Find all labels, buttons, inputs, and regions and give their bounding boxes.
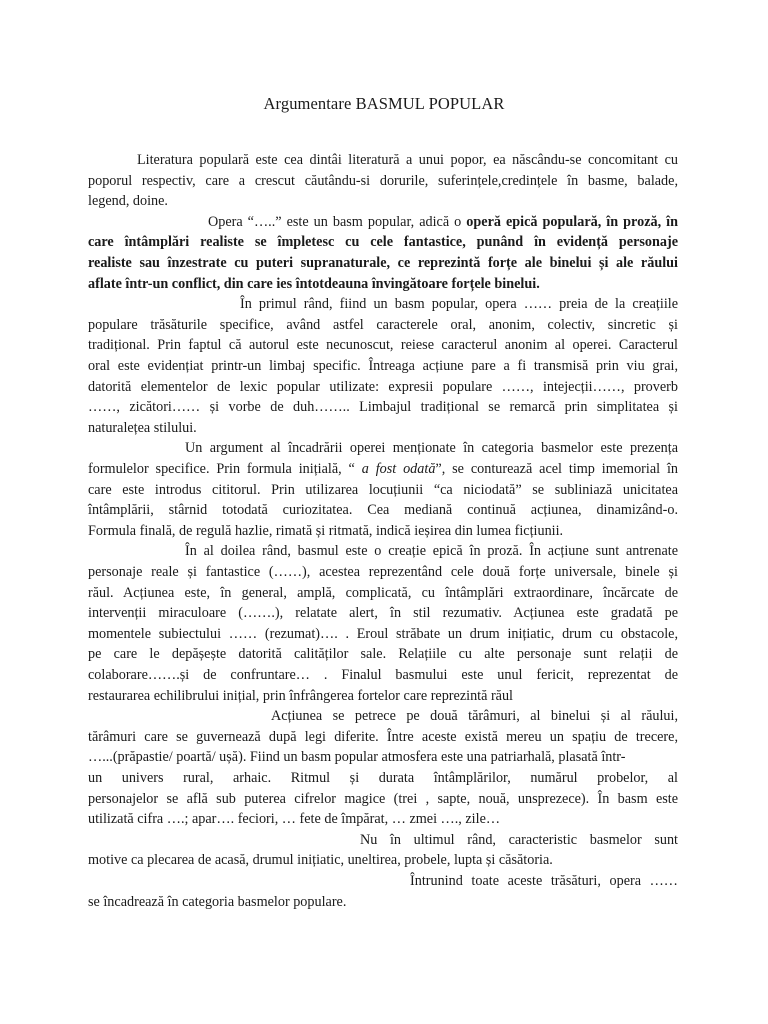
- text-line: [88, 171, 678, 192]
- text-line: [88, 253, 678, 274]
- text-segment: pe care le depășește datorită calităților sale. Relațiile cu alte personaje sunt relații de: [88, 646, 678, 663]
- text-segment: Nu în ultimul rând, caracteristic basmelor sunt: [360, 831, 678, 848]
- text-segment: utilizată cifra ….; apar…. feciori, … fete de împărat, … zmei …., zile…: [88, 811, 501, 828]
- bold-text: care întâmplări realiste se împletesc cu cele fantastice, punând în evidență personaje: [88, 234, 678, 251]
- text-segment: întâmplării, stârnid totodată curiozitatea. Cea mediană continuă acțiunea, dinamizând-o.: [88, 502, 678, 519]
- text-line: [410, 871, 678, 892]
- text-line: [88, 665, 678, 686]
- text-line: [88, 521, 678, 542]
- text-segment: Acțiunea se petrece pe două tărâmuri, al binelui și al răului,: [271, 708, 678, 725]
- bold-text: realiste sau înzestrate cu puteri supranaturale, ce reprezintă forțe ale binelui și ale răului: [88, 255, 678, 271]
- text-line: [88, 686, 678, 707]
- text-line: [88, 459, 678, 480]
- text-segment: legend, doine.: [88, 193, 168, 210]
- text-line: [240, 294, 678, 315]
- text-line: [208, 212, 678, 233]
- text-line: [88, 315, 678, 336]
- text-segment: răul. Acțiunea este, în general, amplă, complicată, cu întâmplări extraordinare, încărcate de: [88, 584, 678, 601]
- text-line: [88, 397, 678, 418]
- text-segment: Opera “…..” este un basm popular, adică o: [208, 213, 467, 230]
- text-line: [88, 892, 678, 913]
- text-segment: un univers rural, arhaic. Ritmul și durata întâmplărilor, numărul probelor, al: [88, 770, 678, 786]
- text-line: [88, 418, 678, 439]
- text-line: [88, 727, 678, 748]
- text-segment: se încadrează în categoria basmelor populare.: [88, 893, 347, 910]
- bold-text: aflate într-un conflict, din care ies întotdeauna învingătoare forțele binelui.: [88, 275, 540, 292]
- text-segment: ……, zicători…… și vorbe de duh…….. Limbajul tradițional se remarcă prin simplitatea și: [88, 399, 678, 416]
- text-line: [88, 624, 678, 645]
- text-line: [88, 562, 678, 583]
- text-line: [88, 603, 678, 624]
- text-line: [88, 480, 678, 501]
- text-line: [88, 335, 678, 356]
- text-segment: personaje reale și fantastice (……), acestea reprezentând cele două forțe universale, binele și: [88, 564, 678, 580]
- text-line: [88, 500, 678, 521]
- text-segment: Formula finală, de regulă hazlie, rimată și ritmată, indică ieșirea din lumea ficțiunii.: [88, 522, 564, 539]
- text-line: [88, 377, 678, 398]
- text-line: [88, 789, 678, 810]
- text-segment: momentele subiectului …… (rezumat)…. . Eroul străbate un drum inițiatic, drum cu obstacole,: [88, 625, 678, 642]
- bold-text: operă epică populară, în proză, în: [466, 213, 678, 230]
- text-segment: ”, se conturează acel timp imemorial în: [435, 461, 678, 477]
- text-line: [360, 830, 678, 851]
- text-segment: personajelor se află sub puterea cifrelor magice (trei , sapte, nouă, unsprezece). În basm este: [88, 790, 678, 807]
- text-line: [88, 583, 678, 604]
- text-segment: …...(prăpastie/ poartă/ ușă). Fiind un basm popular atmosfera este una patriarhală, plasată într-: [88, 749, 626, 766]
- text-line: [88, 809, 678, 830]
- text-segment: tradițional. Prin faptul că autorul este necunoscut, reiese caracterul anonim al operei. Caracterul: [88, 337, 678, 354]
- text-line: [88, 768, 678, 789]
- text-segment: În al doilea rând, basmul este o creație epică în proză. În acțiune sunt antrenate: [185, 543, 678, 560]
- italic-text: a fost odată: [361, 461, 436, 477]
- text-line: [88, 356, 678, 377]
- text-segment: Literatura populară este cea dintâi literatură a unui popor, ea născându-se concomitant cu: [137, 152, 678, 168]
- text-segment: tărâmuri care se guvernează după legi diferite. Între aceste există mereu un spațiu de trecere,: [88, 728, 678, 745]
- text-segment: motive ca plecarea de acasă, drumul inițiatic, uneltirea, probele, lupta și căsătoria.: [88, 852, 553, 869]
- text-line: [185, 438, 678, 459]
- text-segment: poporul respectiv, care a crescut căutându-si dorurile, suferințele,credințele în basme, balade,: [88, 172, 678, 189]
- text-segment: formulelor specifice. Prin formula inițială, “: [88, 461, 362, 477]
- text-segment: datorită elementelor de lexic popular utilizate: expresii populare ……, intejecții……, proverb: [88, 378, 678, 395]
- page-title: Argumentare BASMUL POPULAR: [263, 94, 505, 113]
- text-line: [88, 644, 678, 665]
- text-segment: Un argument al încadrării operei menționate în categoria basmelor este prezența: [185, 440, 678, 457]
- text-line: [137, 150, 678, 171]
- text-line: [185, 541, 678, 562]
- text-segment: populare trăsăturile specifice, având astfel caracterele oral, anonim, colectiv, sincretic și: [88, 316, 678, 333]
- text-line: [88, 274, 678, 295]
- text-segment: care este introdus cititorul. Prin utilizarea locuțiunii “ca niciodată” se subliniază unicitatea: [88, 481, 678, 498]
- text-segment: restaurarea echilibrului inițial, prin înfrângerea fortelor care reprezintă răul: [88, 687, 514, 704]
- text-line: [88, 232, 678, 253]
- text-segment: intervenții miraculoare (…….), relatate alert, în stil rezumativ. Acțiunea este gradată pe: [88, 605, 678, 622]
- text-segment: naturalețea stilului.: [88, 419, 197, 436]
- text-segment: oral este evidențiat printr-un limbaj specific. Întreaga acțiune pare a fi transmisă prin viu grai,: [88, 358, 678, 374]
- text-segment: Întrunind toate aceste trăsături, opera ……: [410, 873, 678, 889]
- text-line: [88, 747, 678, 768]
- text-segment: colaborare…….și de confruntare… . Finalul basmului este unul fericit, reprezentat de: [88, 667, 678, 683]
- text-line: [271, 706, 678, 727]
- text-segment: În primul rând, fiind un basm popular, opera …… preia de la creațiile: [240, 296, 678, 313]
- text-line: [88, 850, 678, 871]
- text-line: [88, 191, 678, 212]
